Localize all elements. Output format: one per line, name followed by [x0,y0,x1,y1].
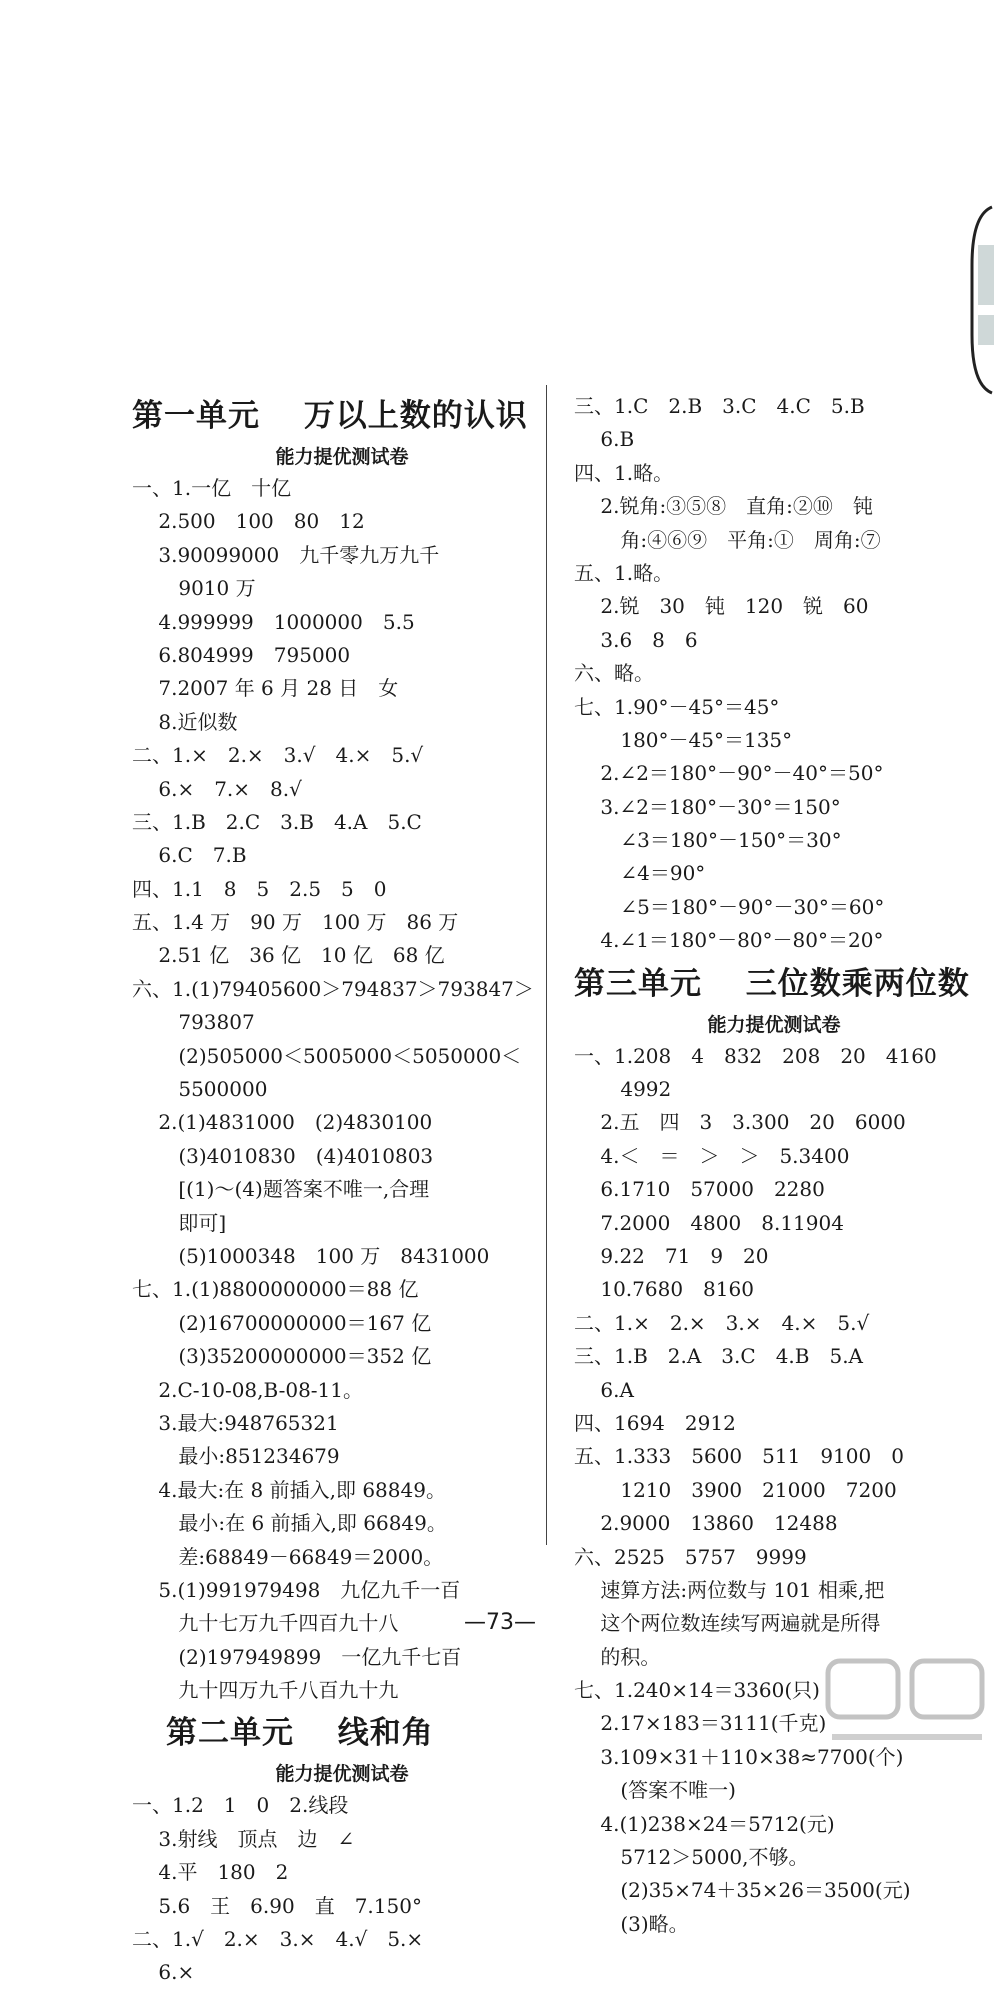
answer-line: 2.(1)4831000 (2)4830100 [132,1110,433,1135]
answer-line: 三、1.C 2.B 3.C 4.C 5.B [574,394,865,418]
answer-line: 2.锐 30 钝 120 锐 60 [574,594,869,619]
edge-tab-mark [968,205,998,395]
answer-line: 4.∠1＝180°－80°－80°＝20° [574,928,884,953]
answer-line: 8.近似数 [132,709,238,734]
answer-line: 6.A [574,1377,634,1402]
answer-line: 5.6 王 6.90 直 7.150° [132,1893,422,1918]
answer-list [574,390,974,958]
answer-line: 4.＜ ＝ ＞ ＞ 5.3400 [574,1143,850,1168]
answer-line: (答案不唯一) [574,1778,736,1803]
answer-line: 3.最大:948765321 [132,1410,339,1435]
answer-line: 七、1.(1)8800000000＝88 亿 [132,1277,419,1302]
answer-line: 四、1.略。 [574,460,674,485]
answer-line: 2.锐角:③⑤⑧ 直角:②⑩ 钝 [574,494,873,519]
answer-line: (5)1000348 100 万 8431000 [132,1243,490,1268]
answer-line: 3.∠2＝180°－30°＝150° [574,794,841,819]
answer-line: 九十七万九千四百九十八 [132,1611,399,1636]
answer-line: 这个两位数连续写两遍就是所得 [574,1611,881,1636]
answer-line: 6.804999 795000 [132,642,351,667]
unit-title: 第一单元 万以上数的认识 [132,398,528,434]
answer-line: 6.1710 57000 2280 [574,1177,825,1202]
answer-line: 3.6 8 6 [574,627,698,652]
answer-list [132,1789,552,1989]
answer-line: (2)16700000000＝167 亿 [132,1310,432,1335]
answer-line: 3.射线 顶点 边 ∠ [132,1826,355,1851]
answer-line: [(1)～(4)题答案不唯一,合理 [132,1177,430,1202]
answer-line: 4.(1)238×24＝5712(元) [574,1811,835,1836]
answer-line: 3.90099000 九千零九万九千 [132,542,440,567]
answer-line: (2)35×74＋35×26＝3500(元) [574,1878,911,1903]
answer-line: 即可] [132,1210,227,1235]
answer-line: (2)505000＜5005000＜5050000＜ [132,1043,522,1068]
answer-line: 2.9000 13860 12488 [574,1511,838,1536]
answer-line: 七、1.240×14＝3360(只) [574,1678,820,1703]
answer-line: 793807 [132,1010,255,1035]
answer-line: 2.∠2＝180°－90°－40°＝50° [574,761,884,786]
answer-line: 4.999999 1000000 5.5 [132,609,415,634]
answer-line: 六、略。 [574,661,654,686]
answer-line: 6.C 7.B [132,843,247,868]
answer-list [574,1040,974,1942]
answer-line: 差:68849－66849＝2000。 [132,1544,444,1569]
answer-line: 的积。 [574,1644,661,1669]
section-subtitle: 能力提优测试卷 [707,1013,841,1036]
answer-line: 7.2007 年 6 月 28 日 女 [132,676,399,701]
unit-title: 第三单元 三位数乘两位数 [574,965,970,1002]
answer-line: 二、1.× 2.× 3.√ 4.× 5.√ [132,743,424,768]
left-column [132,390,552,1990]
page-number: —73— [464,1610,536,1635]
answer-line: 5500000 [132,1077,268,1102]
answer-line: (3)略。 [574,1911,689,1936]
answer-line: 2.500 100 80 12 [132,509,365,534]
answer-line: 2.C-10-08,B-08-11。 [132,1377,363,1402]
answer-line: 三、1.B 2.A 3.C 4.B 5.A [574,1344,863,1369]
answer-line: 2.51 亿 36 亿 10 亿 68 亿 [132,943,445,968]
answer-line: 六、2525 5757 9999 [574,1544,807,1569]
answer-line: 6.B [574,427,635,452]
unit-title: 第二单元 线和角 [166,1715,434,1752]
answer-line: 6.× 7.× 8.√ [132,776,302,801]
answer-line: ∠5＝180°－90°－30°＝60° [574,894,885,919]
answer-line: (2)197949899 一亿九千七百 [132,1644,462,1669]
answer-line: 4.最大:在 8 前插入,即 68849。 [132,1477,446,1502]
answer-line: 2.17×183＝3111(千克) [574,1711,827,1736]
answer-line: 9010 万 [132,576,256,601]
answer-line: 180°－45°＝135° [574,727,793,752]
answer-line: 五、1.333 5600 511 9100 0 [574,1444,904,1469]
answer-line: 一、1.2 1 0 2.线段 [132,1793,349,1818]
answer-line: 二、1.√ 2.× 3.× 4.√ 5.× [132,1927,424,1952]
answer-line: 四、1.1 8 5 2.5 5 0 [132,876,387,901]
answer-line: 10.7680 8160 [574,1277,754,1302]
watermark-logo [822,1655,992,1747]
answer-line: 7.2000 4800 8.11904 [574,1210,844,1235]
answer-line: 三、1.B 2.C 3.B 4.A 5.C [132,809,422,834]
answer-line: 4.平 180 2 [132,1860,289,1885]
answer-line: 角:④⑥⑨ 平角:① 周角:⑦ [574,527,881,552]
answer-line: 六、1.(1)79405600＞794837＞793847＞ [132,976,534,1001]
answer-line: ∠3＝180°－150°＝30° [574,828,842,853]
section-subtitle: 能力提优测试卷 [275,1763,409,1786]
answer-line: 2.五 四 3 3.300 20 6000 [574,1110,906,1135]
answer-line: 最小:851234679 [132,1444,340,1469]
answer-line: (3)35200000000＝352 亿 [132,1344,432,1369]
answer-line: 1210 3900 21000 7200 [574,1477,897,1502]
answer-line: 九十四万九千八百九十九 [132,1678,399,1703]
answer-line: 一、1.208 4 832 208 20 4160 [574,1043,937,1068]
answer-line: 七、1.90°－45°＝45° [574,694,780,719]
section-subtitle: 能力提优测试卷 [275,446,409,468]
answer-line: 3.109×31＋110×38≈7700(个) [574,1744,904,1769]
answer-line: (3)4010830 (4)4010803 [132,1143,434,1168]
answer-line: 五、1.4 万 90 万 100 万 86 万 [132,910,459,935]
answer-line: 五、1.略。 [574,560,674,585]
answer-line: 4992 [574,1077,672,1102]
answer-line: 一、1.一亿 十亿 [132,476,292,500]
answer-line: 6.× [132,1960,195,1985]
answer-line: 四、1694 2912 [574,1410,736,1435]
answer-line: 5712＞5000,不够。 [574,1845,809,1870]
answer-list [132,472,552,1707]
answer-line: 5.(1)991979498 九亿九千一百 [132,1577,461,1602]
answer-line: 速算方法:两位数与 101 相乘,把 [574,1577,885,1602]
answer-line: 最小:在 6 前插入,即 66849。 [132,1511,447,1536]
answer-line: ∠4＝90° [574,861,706,886]
answer-line: 9.22 71 9 20 [574,1243,769,1268]
answer-line: 二、1.× 2.× 3.× 4.× 5.√ [574,1310,870,1335]
